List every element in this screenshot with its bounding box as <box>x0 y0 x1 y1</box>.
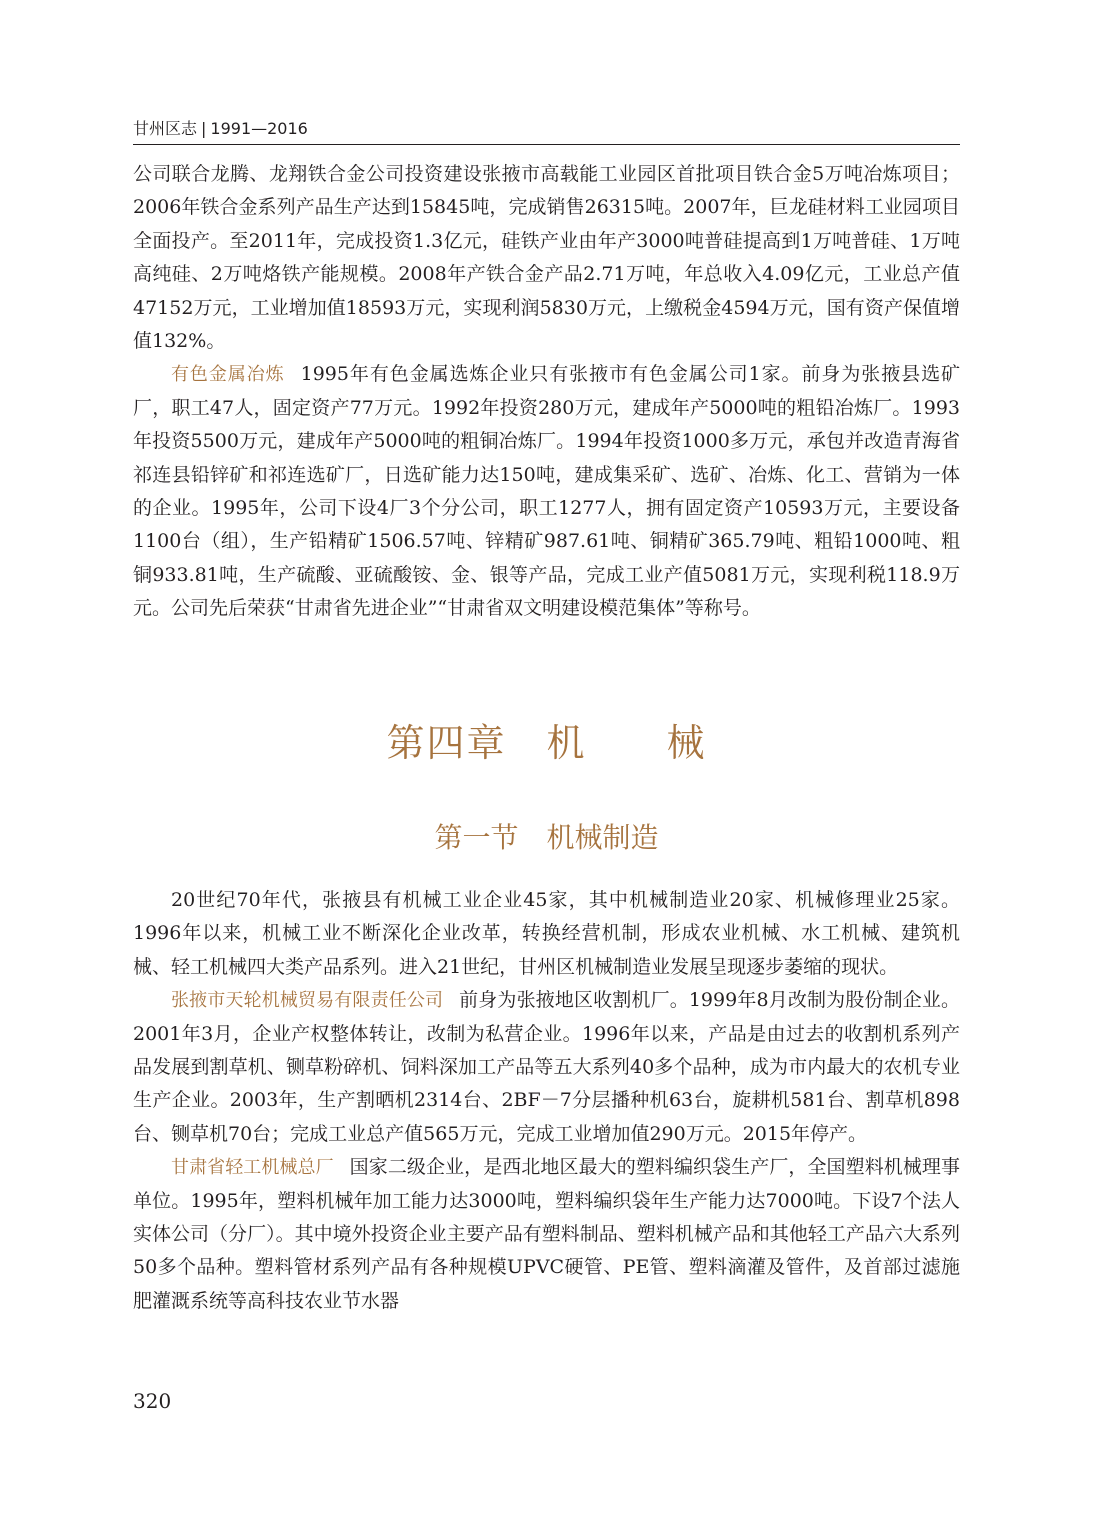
paragraph-ferroalloy: 公司联合龙腾、龙翔铁合金公司投资建设张掖市高载能工业园区首批项目铁合金5万吨冶炼项目；2006年铁合金系列产品生产达到15845吨，完成销售26315吨。2007年，巨龙硅材料工业园项目全面投产。至2011年，完成投资1.3亿元，硅铁产业由年产3000吨普硅提高到1万吨普硅、1万吨高纯硅、2万吨烙铁产能规模。2008年产铁合金产品2.71万吨，年总收入4.09亿元，工业总产值47152万元，工业增加值18593万元，实现利润5830万元，上缴税金4594万元，国有资产保值增值132%。 <box>133 163 960 353</box>
paragraph-intro: 20世纪70年代，张掖县有机械工业企业45家，其中机械制造业20家、机械修理业25家。1996年以来，机械工业不断深化企业改革，转换经营机制，形成农业机械、水工机械、建筑机械、轻工机械四大类产品系列。进入21世纪，甘州区机械制造业发展呈现逐步萎缩的现状。 <box>133 889 960 978</box>
tianlun-lead-heading: 张掖市天轮机械贸易有限责任公司 <box>171 990 444 1012</box>
nonferrous-lead-heading: 有色金属冶炼 <box>171 364 285 386</box>
section-title: 第一节 机械制造 <box>434 821 659 854</box>
paragraph-tianlun <box>133 984 960 1151</box>
header-years: 1991—2016 <box>210 119 308 138</box>
paragraph-gansu <box>133 1151 960 1318</box>
chapter-title: 第四章 机 械 <box>386 721 707 765</box>
section-machinery <box>133 884 960 1318</box>
page-number: 320 <box>133 1389 172 1413</box>
gansu-lead-heading: 甘肃省轻工机械总厂 <box>171 1157 334 1179</box>
book-title: 甘州区志 <box>133 119 198 138</box>
header-separator: | <box>201 119 207 138</box>
nonferrous-body: 1995年有色金属选炼企业只有张掖市有色金属公司1家。前身为张掖县选矿厂，职工47人，固定资产77万元。1992年投资280万元，建成年产5000吨的粗铅冶炼厂。1993年投资5500万元，建成年产5000吨的粗铜冶炼厂。1994年投资1000多万元，承包并改造青海省祁连县铅锌矿和祁连选矿厂，日选矿能力达150吨，建成集采矿、选矿、冶炼、化工、营销为一体的企业。1995年，公司下设4厂3个分公司，职工1277人，拥有固定资产10593万元，主要设备1100台（组），生产铅精矿1506.57吨、锌精矿987.61吨、铜精矿365.79吨、粗铅1000吨、粗铜933.81吨，生产硫酸、亚硫酸铵、金、银等产品，完成工业产值5081万元，实现利税118.9万元。公司先后荣获“甘肃省先进企业”“甘肃省双文明建设模范集体”等称号。 <box>133 363 960 620</box>
paragraph-nonferrous <box>133 358 960 625</box>
running-header <box>133 118 960 145</box>
section-metallurgy <box>133 158 960 626</box>
gansu-body: 国家二级企业，是西北地区最大的塑料编织袋生产厂，全国塑料机械理事单位。1995年，塑料机械年加工能力达3000吨，塑料编织袋年生产能力达7000吨。下设7个法人实体公司（分厂）。其中境外投资企业主要产品有塑料制品、塑料机械产品和其他轻工产品六大系列50多个品种。塑料管材系列产品有各种规模UPVC硬管、PE管、塑料滴灌及管件，及首部过滤施肥灌溉系统等高科技农业节水器 <box>133 1156 960 1312</box>
tianlun-body: 前身为张掖地区收割机厂。1999年8月改制为股份制企业。2001年3月，企业产权整体转让，改制为私营企业。1996年以来，产品是由过去的收割机系列产品发展到割草机、铡草粉碎机、饲料深加工产品等五大系列40多个品种，成为市内最大的农机专业生产企业。2003年，生产割晒机2314台、2BF－7分层播种机63台，旋耕机581台、割草机898台、铡草机70台；完成工业总产值565万元，完成工业增加值290万元。2015年停产。 <box>133 989 960 1145</box>
